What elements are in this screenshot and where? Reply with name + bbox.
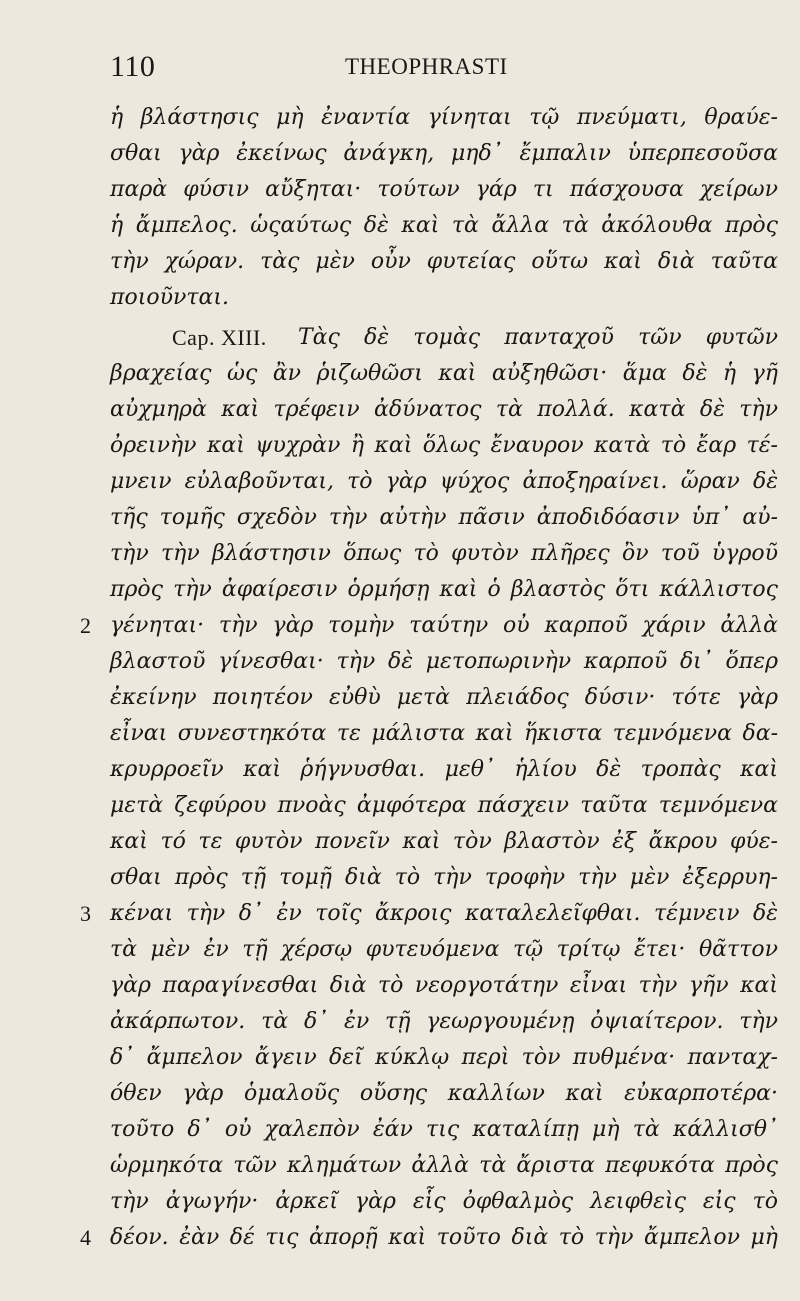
- text-line: ὡρμηκότα τῶν κλημάτων ἀλλὰ τὰ ἄριστα πεφυκότα πρὸς: [110, 1153, 778, 1178]
- chapter-heading: Cap. XIII.: [172, 325, 267, 350]
- text-line: τῆς τομῆς σχεδὸν τὴν αὐτὴν πᾶσιν ἀποδιδόασιν ὑπ᾿ αὐ-: [110, 505, 778, 530]
- text-line: Τὰς δὲ τομὰς πανταχοῦ τῶν φυτῶν: [298, 325, 778, 350]
- text-line: σθαι πρὸς τῇ τομῇ διὰ τὸ τὴν τροφὴν τὴν μὲν ἐξερρυη-: [110, 865, 778, 890]
- text-line: βραχείας ὡς ἂν ῥιζωθῶσι καὶ αὐξηθῶσι· ἅμα δὲ ἡ γῆ: [110, 361, 778, 386]
- text-line: ποιοῦνται.: [110, 285, 229, 310]
- text-line: πρὸς τὴν ἀφαίρεσιν ὁρμήσῃ καὶ ὁ βλαστὸς ὅτι κάλλιστος: [110, 577, 778, 602]
- text-line: ὀρεινὴν καὶ ψυχρὰν ἢ καὶ ὅλως ἔναυρον κατὰ τὸ ἔαρ τέ-: [110, 433, 778, 458]
- text-line: ἀκάρπωτον. τὰ δ᾿ ἐν τῇ γεωργουμένῃ ὀψιαίτερον. τὴν: [110, 1009, 778, 1034]
- text-line: δ᾿ ἄμπελον ἄγειν δεῖ κύκλῳ περὶ τὸν πυθμένα· πανταχ-: [110, 1045, 778, 1070]
- section-number: 3: [80, 901, 91, 926]
- text-line: βλαστοῦ γίνεσθαι· τὴν δὲ μετοπωρινὴν καρποῦ δι᾿ ὅπερ: [110, 649, 778, 674]
- text-line: τὴν χώραν. τὰς μὲν οὖν φυτείας οὕτω καὶ διὰ ταῦτα: [110, 249, 778, 274]
- text-line: κρυρροεῖν καὶ ῥήγνυσθαι. μεθ᾿ ἡλίου δὲ τροπὰς καὶ: [110, 757, 778, 782]
- text-line: δέον. ἐὰν δέ τις ἀπορῇ καὶ τοῦτο διὰ τὸ τὴν ἄμπελον μὴ: [110, 1225, 778, 1250]
- text-line: καὶ τό τε φυτὸν πονεῖν καὶ τὸν βλαστὸν ἐξ ἄκρου φύε-: [110, 829, 778, 854]
- text-line: αὐχμηρὰ καὶ τρέφειν ἀδύνατος τὰ πολλά. κατὰ δὲ τὴν: [110, 397, 778, 422]
- text-line: παρὰ φύσιν αὔξηται· τούτων γάρ τι πάσχουσα χείρων: [110, 177, 778, 202]
- text-line: τὴν τὴν βλάστησιν ὅπως τὸ φυτὸν πλῆρες ὂν τοῦ ὑγροῦ: [110, 541, 778, 566]
- text-line: τὴν ἀγωγήν· ἀρκεῖ γὰρ εἷς ὀφθαλμὸς λειφθεὶς εἰς τὸ: [110, 1189, 778, 1214]
- text-line: κέναι τὴν δ᾿ ἐν τοῖς ἄκροις καταλελεῖφθαι. τέμνειν δὲ: [110, 901, 778, 926]
- section-number: 2: [80, 613, 91, 638]
- page-number: 110: [110, 50, 156, 83]
- text-line: σθαι γὰρ ἐκείνως ἀνάγκη, μηδ᾿ ἔμπαλιν ὑπερπεσοῦσα: [110, 141, 778, 166]
- text-line: τὰ μὲν ἐν τῇ χέρσῳ φυτευόμενα τῷ τρίτῳ ἔτει· θᾶττον: [110, 937, 778, 962]
- running-title: THEOPHRASTI: [345, 54, 508, 79]
- text-line: ἡ ἄμπελος. ὡςαύτως δὲ καὶ τὰ ἄλλα τὰ ἀκόλουθα πρὸς: [110, 213, 778, 238]
- text-line: μνειν εὐλαβοῦνται, τὸ γὰρ ψύχος ἀποξηραίνει. ὥραν δὲ: [110, 469, 778, 494]
- text-line: τοῦτο δ᾿ οὐ χαλεπὸν ἐάν τις καταλίπῃ μὴ τὰ κάλλισθ᾿: [110, 1117, 778, 1142]
- text-line: γὰρ παραγίνεσθαι διὰ τὸ νεοργοτάτην εἶναι τὴν γῆν καὶ: [110, 973, 778, 998]
- text-line: όθεν γὰρ ὁμαλοῦς οὔσης καλλίων καὶ εὐκαρποτέρα·: [110, 1081, 778, 1106]
- text-line: ἐκείνην ποιητέον εὐθὺ μετὰ πλειάδος δύσιν· τότε γὰρ: [110, 685, 778, 710]
- text-line: μετὰ ζεφύρου πνοὰς ἀμφότερα πάσχειν ταῦτα τεμνόμενα: [110, 793, 778, 818]
- text-line: ἡ βλάστησις μὴ ἐναντία γίνηται τῷ πνεύματι, θραύε-: [110, 105, 778, 130]
- running-head: [0, 50, 800, 90]
- section-number: 4: [80, 1225, 91, 1250]
- text-line: γένηται· τὴν γὰρ τομὴν ταύτην οὐ καρποῦ χάριν ἀλλὰ: [110, 613, 778, 638]
- text-line: εἶναι συνεστηκότα τε μάλιστα καὶ ἥκιστα τεμνόμενα δα-: [110, 721, 778, 746]
